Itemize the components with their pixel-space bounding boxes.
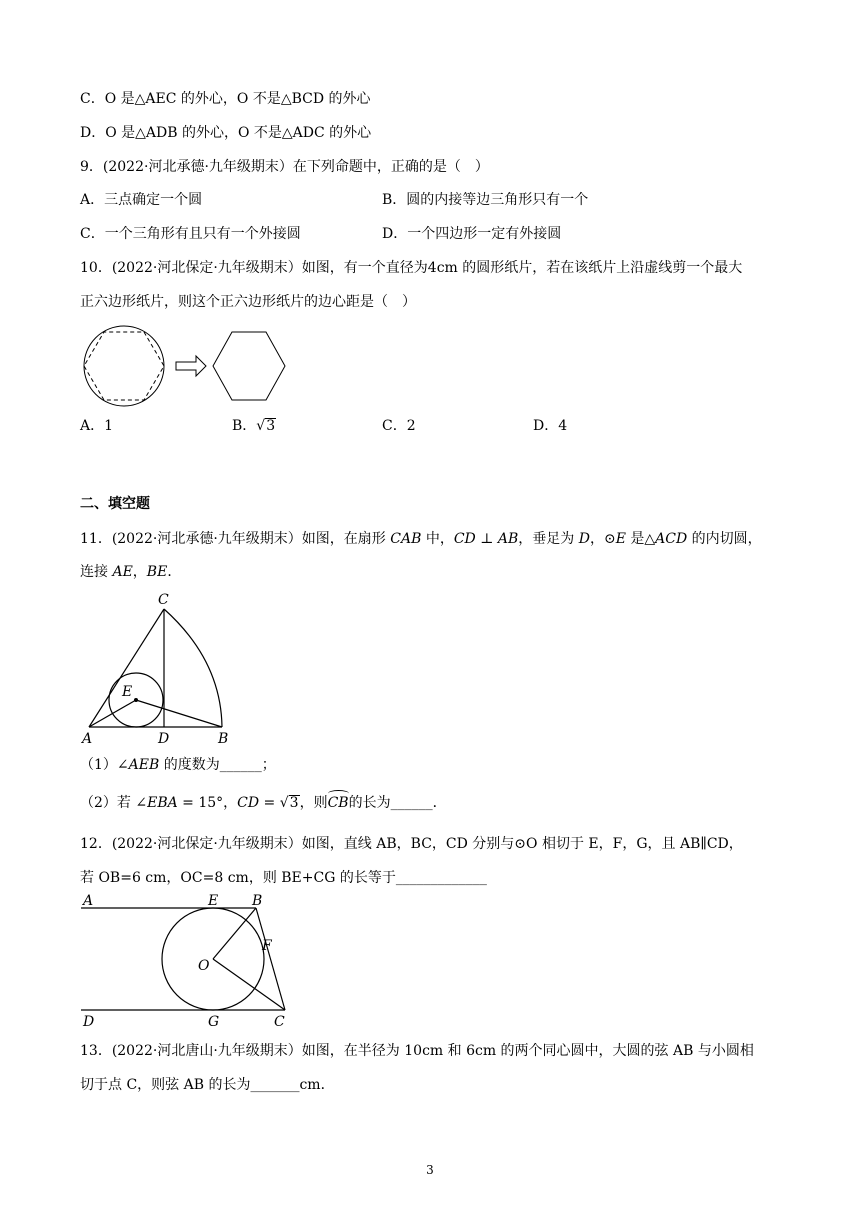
q11-label-b: B (218, 731, 229, 747)
q12-label-a: A (83, 893, 94, 909)
q11-text: E (615, 531, 626, 547)
q9-option-a: A．三点确定一个圆 (80, 192, 203, 208)
q11-sector-figure (78, 590, 248, 748)
q11-segment-ae (89, 700, 136, 727)
q11-text: AB (497, 531, 519, 547)
q11-segment-ac (89, 609, 164, 727)
q11-label-d: D (158, 731, 170, 747)
q10-stem-line1: 10．(2022·河北保定·九年级期末）如图，有一个直径为4cm 的圆形纸片，若在该纸片上沿虚线剪一个最大 (80, 260, 743, 276)
page-number: 3 (426, 1163, 434, 1177)
q11-text: ，垂足为 (518, 531, 579, 547)
q12-segment-ob (213, 908, 256, 959)
q11-sub2-sqrt: 3 (289, 795, 299, 811)
q8-option-c: C．O 是△AEC 的外心，O 不是△BCD 的外心 (80, 91, 371, 107)
q11-label-c: C (158, 592, 169, 608)
q11-text: 中， (421, 531, 454, 547)
q11-label-e: E (122, 684, 133, 700)
q10-option-b-sqrt: 3 (266, 418, 276, 434)
q10-option-b: B．√3 (232, 418, 276, 434)
q11-text: ⊥ (475, 531, 498, 547)
q12-tangent-figure (78, 892, 298, 1032)
q11-sub2-arc: CB (327, 795, 349, 811)
q9-option-b: B．圆的内接等边三角形只有一个 (382, 192, 589, 208)
q10-figure (80, 320, 300, 412)
q12-stem-line1: 12．(2022·河北保定·九年级期末）如图，直线 AB，BC，CD 分别与⊙O 相切于 E，F，G，且 AB∥CD， (80, 836, 743, 852)
q10-option-d: D．4 (533, 418, 568, 434)
q11-sub2: （2）若 ∠EBA = 15°，CD = √3，则CB的长为______． (80, 795, 447, 811)
q11-stem-line1 (80, 529, 762, 549)
q11-sub2-text: （2）若 ∠ (80, 795, 148, 811)
q11-sub2-text: 的长为______． (348, 795, 447, 811)
q13-stem-line1: 13．(2022·河北唐山·九年级期末）如图，在半径为 10cm 和 6cm 的两个同心圆中，大圆的弦 AB 与小圆相 (80, 1043, 754, 1059)
q11-segment-be (136, 700, 222, 727)
q11-text: 的内切圆， (687, 531, 762, 547)
q11-text: CD (453, 531, 476, 547)
q10-option-b-label: B． (232, 418, 257, 434)
q11-sub2-text: EBA (147, 795, 178, 811)
q10-hexagon (213, 332, 285, 400)
q9-option-d: D．一个四边形一定有外接圆 (382, 226, 562, 242)
q9-stem: 9．(2022·河北承德·九年级期末）在下列命题中，正确的是（ ） (80, 159, 489, 175)
q12-label-b: B (252, 893, 263, 909)
q9-option-c: C．一个三角形有且只有一个外接圆 (80, 226, 301, 242)
q11-text: D (578, 531, 590, 547)
q11-stem-line2 (80, 562, 181, 582)
q12-stem-line2: 若 OB=6 cm，OC=8 cm，则 BE+CG 的长等于_____________ (80, 870, 487, 886)
q11-text: ，⊙ (589, 531, 616, 547)
q10-circle (84, 326, 164, 406)
q12-label-f: F (262, 938, 272, 954)
q10-option-a: A．1 (80, 418, 114, 434)
q11-sub2-text: ，则 (299, 795, 328, 811)
q11-arc-cb (164, 609, 222, 727)
q11-sub1-text: AEB (128, 757, 160, 773)
q11-sub2-text: CD (237, 795, 260, 811)
q11-sub1 (80, 755, 276, 775)
q8-option-d: D．O 是△ADB 的外心，O 不是△ADC 的外心 (80, 125, 372, 141)
q12-label-o: O (198, 958, 210, 974)
q11-text: 11．(2022·河北承德·九年级期末）如图，在扇形 (80, 531, 391, 547)
q12-line-bc (256, 908, 285, 1010)
q12-segment-oc (213, 959, 285, 1010)
q11-text: ， (132, 564, 147, 580)
q10-dashed-hexagon (84, 332, 164, 400)
q11-text: BE (146, 564, 168, 580)
q11-sub2-text: = 15°， (177, 795, 238, 811)
q11-text: ACD (655, 531, 688, 547)
q10-arrow (176, 356, 206, 376)
q11-text: CAB (390, 531, 422, 547)
q12-label-d: D (83, 1014, 95, 1030)
q11-label-a: A (82, 731, 93, 747)
q11-sub1-text: 的度数为______； (159, 757, 276, 773)
q11-text: ． (167, 564, 182, 580)
q12-label-g: G (208, 1014, 220, 1030)
q12-label-c: C (274, 1014, 285, 1030)
q11-text: AE (112, 564, 133, 580)
q11-text: 是△ (625, 531, 656, 547)
section-heading-fill-blank: 二、填空题 (80, 496, 150, 512)
q11-sub2-text: = (259, 795, 280, 811)
q10-option-c: C．2 (382, 418, 416, 434)
q13-stem-line2: 切于点 C，则弦 AB 的长为_______cm． (80, 1077, 335, 1093)
q12-label-e: E (208, 893, 219, 909)
q11-text: 连接 (80, 564, 113, 580)
q11-sub1-text: （1）∠ (80, 757, 129, 773)
q10-stem-line2: 正六边形纸片，则这个正六边形纸片的边心距是（ ） (80, 294, 416, 310)
